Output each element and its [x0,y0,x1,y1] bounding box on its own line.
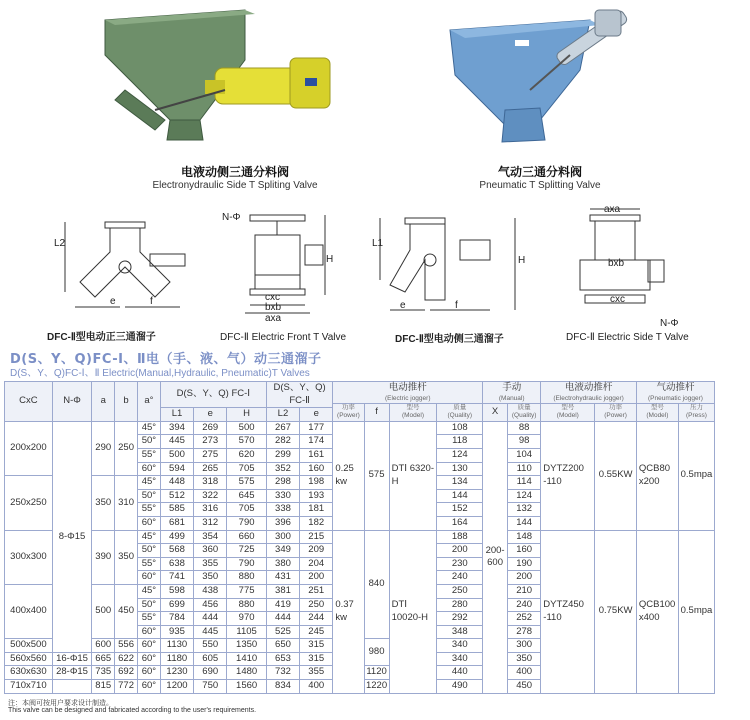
size-cell: 200x200 [5,421,53,475]
d4-nphi: N-Φ [660,318,679,329]
a-cell: 735 [92,666,115,680]
value-cell: 568 [160,544,193,558]
a-cell: 600 [92,639,115,653]
value-cell: 251 [300,584,333,598]
manual-quality-cell: 300 [508,639,541,653]
value-cell: 690 [194,666,227,680]
value-cell: 174 [300,435,333,449]
size-cell: 630x630 [5,666,53,680]
col-f: f [364,403,389,421]
a-cell: 350 [92,476,115,530]
value-cell: 160 [300,462,333,476]
value-cell: 396 [266,516,299,530]
value-cell: 315 [300,639,333,653]
value-cell: 60° [138,666,161,680]
d4-axa: axa [604,204,621,215]
a-cell: 390 [92,530,115,584]
col-pneumatic: 气动推杆 (Pneumatic jogger) [636,382,714,404]
value-cell: 50° [138,489,161,503]
value-cell: 312 [194,516,227,530]
manual-quality-cell: 240 [508,598,541,612]
value-cell: 1560 [227,680,266,694]
nphi-cell: 8-Φ15 [52,421,91,652]
value-cell: 880 [227,571,266,585]
col-manual: 手动 (Manual) [483,382,541,404]
quality-cell: 250 [437,584,483,598]
value-cell: 594 [160,462,193,476]
side-t-valve-side-drawing [370,210,530,325]
d2-H: H [326,254,334,265]
value-cell: 354 [194,530,227,544]
col-x: X [483,403,508,421]
b-cell: 692 [115,666,138,680]
manual-quality-cell: 124 [508,489,541,503]
value-cell: 181 [300,503,333,517]
value-cell: 512 [160,489,193,503]
power-cell: 0.25 kw [333,421,364,530]
quality-cell: 340 [437,639,483,653]
value-cell: 60° [138,571,161,585]
value-cell: 161 [300,448,333,462]
value-cell: 1480 [227,666,266,680]
pn-press-cell: 0.5mpa [678,530,714,693]
manual-quality-cell: 148 [508,530,541,544]
value-cell: 349 [266,544,299,558]
value-cell: 419 [266,598,299,612]
quality-cell: 280 [437,598,483,612]
value-cell: 638 [160,557,193,571]
col-hydraulic: 电液动推杆 (Electrohydraulic jogger) [541,382,637,404]
value-cell: 204 [300,557,333,571]
value-cell: 394 [160,421,193,435]
section-subtitle: D(S、Y、Q)FC-Ⅰ、Ⅱ Electric(Manual,Hydraulic, Pneumatic)T Valves [10,368,310,379]
model-cell: DTⅠ 6320-H [389,421,437,530]
right-caption-en: Pneumatic T Splitting Valve [479,180,601,191]
value-cell: 244 [300,612,333,626]
value-cell: 970 [227,612,266,626]
front-t-valve-front-drawing [235,205,335,325]
f-cell: 840 [364,530,389,639]
table-row [5,421,715,435]
size-cell: 710x710 [5,680,53,694]
value-cell: 500 [160,448,193,462]
quality-cell: 134 [437,476,483,490]
right-caption-cn: 气动三通分料阀 [497,165,582,179]
quality-cell: 490 [437,680,483,694]
d2-label: DFC-Ⅱ Electric Front T Valve [220,332,347,343]
quality-cell: 164 [437,516,483,530]
value-cell: 330 [266,489,299,503]
col-L2: L2 [266,408,299,422]
manual-quality-cell: 88 [508,421,541,435]
value-cell: 338 [266,503,299,517]
value-cell: 45° [138,421,161,435]
model-cell: DTⅠ 10020-H [389,530,437,693]
value-cell: 60° [138,639,161,653]
manual-quality-cell: 160 [508,544,541,558]
col-e2: e [300,408,333,422]
d2-nphi: N-Φ [222,212,241,223]
a-cell: 815 [92,680,115,694]
value-cell: 55° [138,503,161,517]
nphi-cell [52,680,91,694]
value-cell: 55° [138,612,161,626]
value-cell: 352 [266,462,299,476]
value-cell: 60° [138,652,161,666]
d3-e: e [400,300,406,311]
d1-f: f [150,296,153,307]
value-cell: 1180 [160,652,193,666]
col-hyd-model: 型号 (Model) [541,403,595,421]
value-cell: 215 [300,530,333,544]
hyd-model-cell: DYTZ450 -110 [541,530,595,693]
manual-quality-cell: 98 [508,435,541,449]
value-cell: 269 [194,421,227,435]
nphi-cell: 28-Φ15 [52,666,91,680]
size-cell: 400x400 [5,584,53,638]
value-cell: 575 [227,476,266,490]
col-quality: 质量 (Quality) [437,403,483,421]
value-cell: 182 [300,516,333,530]
value-cell: 935 [160,625,193,639]
b-cell: 622 [115,652,138,666]
hyd-power-cell: 0.55KW [595,421,637,530]
value-cell: 570 [227,435,266,449]
header-row-1 [5,382,715,404]
value-cell: 699 [160,598,193,612]
col-H: H [227,408,266,422]
manual-quality-cell: 132 [508,503,541,517]
value-cell: 198 [300,476,333,490]
nphi-cell: 16-Φ15 [52,652,91,666]
value-cell: 299 [266,448,299,462]
d4-cxc: cxc [610,294,625,305]
size-cell: 560x560 [5,652,53,666]
f-cell: 1220 [364,680,389,694]
quality-cell: 118 [437,435,483,449]
col-fc2: D(S、Y、Q) FC-Ⅱ [266,382,333,408]
left-caption-en: Electronydraulic Side T Spliting Valve [152,180,318,191]
d2-axa: axa [265,313,282,324]
value-cell: 400 [300,680,333,694]
value-cell: 60° [138,625,161,639]
col-fc1: D(S、Y、Q) FC-Ⅰ [160,382,266,408]
hyd-power-cell: 0.75KW [595,530,637,693]
value-cell: 60° [138,680,161,694]
value-cell: 1200 [160,680,193,694]
value-cell: 45° [138,476,161,490]
f-cell: 1120 [364,666,389,680]
manual-quality-cell: 144 [508,516,541,530]
b-cell: 250 [115,421,138,475]
value-cell: 784 [160,612,193,626]
quality-cell: 108 [437,421,483,435]
col-power: 功率 (Power) [333,403,364,421]
value-cell: 880 [227,598,266,612]
col-a: a [92,382,115,422]
quality-cell: 124 [437,448,483,462]
value-cell: 315 [300,652,333,666]
value-cell: 444 [194,612,227,626]
value-cell: 650 [266,639,299,653]
value-cell: 55° [138,557,161,571]
d2-bxb: bxb [265,302,282,313]
size-cell: 250x250 [5,476,53,530]
value-cell: 60° [138,516,161,530]
size-cell: 500x500 [5,639,53,653]
d4-bxb: bxb [608,258,625,269]
value-cell: 681 [160,516,193,530]
col-nphi: N-Φ [52,382,91,422]
manual-quality-cell: 114 [508,476,541,490]
a-cell: 665 [92,652,115,666]
footnote-en: This valve can be designed and fabricated according to the user's requirements. [8,707,257,714]
footnote-cn: 注：本阀可按用户要求设计制造。 [8,700,113,707]
value-cell: 50° [138,598,161,612]
value-cell: 282 [266,435,299,449]
quality-cell: 340 [437,652,483,666]
b-cell: 450 [115,584,138,638]
col-model: 型号 (Model) [389,403,437,421]
b-cell: 772 [115,680,138,694]
col-e1: e [194,408,227,422]
quality-cell: 188 [437,530,483,544]
quality-cell: 292 [437,612,483,626]
value-cell: 585 [160,503,193,517]
value-cell: 444 [266,612,299,626]
size-cell: 300x300 [5,530,53,584]
value-cell: 381 [266,584,299,598]
d2-cxc: cxc [265,292,280,303]
left-caption-cn: 电液动侧三通分料阀 [180,165,289,179]
value-cell: 705 [227,503,266,517]
d1-L2: L2 [54,238,66,249]
value-cell: 1130 [160,639,193,653]
value-cell: 45° [138,530,161,544]
spec-table [4,381,715,694]
value-cell: 750 [194,680,227,694]
value-cell: 725 [227,544,266,558]
value-cell: 55° [138,448,161,462]
value-cell: 298 [266,476,299,490]
manual-quality-cell: 450 [508,680,541,694]
value-cell: 660 [227,530,266,544]
value-cell: 431 [266,571,299,585]
value-cell: 273 [194,435,227,449]
manual-quality-cell: 104 [508,448,541,462]
table-row [5,530,715,544]
quality-cell: 130 [437,462,483,476]
value-cell: 177 [300,421,333,435]
b-cell: 350 [115,530,138,584]
quality-cell: 144 [437,489,483,503]
value-cell: 525 [266,625,299,639]
value-cell: 500 [227,421,266,435]
value-cell: 445 [160,435,193,449]
quality-cell: 240 [437,571,483,585]
value-cell: 605 [194,652,227,666]
a-cell: 500 [92,584,115,638]
value-cell: 355 [194,557,227,571]
value-cell: 50° [138,544,161,558]
value-cell: 732 [266,666,299,680]
manual-quality-cell: 110 [508,462,541,476]
value-cell: 209 [300,544,333,558]
hyd-model-cell: DYTZ200 -110 [541,421,595,530]
value-cell: 322 [194,489,227,503]
quality-cell: 200 [437,544,483,558]
value-cell: 318 [194,476,227,490]
value-cell: 445 [194,625,227,639]
front-t-valve-side-drawing [50,212,200,322]
value-cell: 834 [266,680,299,694]
value-cell: 550 [194,639,227,653]
value-cell: 60° [138,462,161,476]
manual-quality-cell: 210 [508,584,541,598]
value-cell: 448 [160,476,193,490]
manual-quality-cell: 252 [508,612,541,626]
value-cell: 620 [227,448,266,462]
value-cell: 355 [300,666,333,680]
pn-model-cell: QCB80 x200 [636,421,678,530]
value-cell: 350 [194,571,227,585]
a-cell: 290 [92,421,115,475]
d3-H: H [518,255,526,266]
pn-model-cell: QCB100 x400 [636,530,678,693]
value-cell: 50° [138,435,161,449]
quality-cell: 152 [437,503,483,517]
d3-L1: L1 [372,238,384,249]
value-cell: 790 [227,516,266,530]
d3-f: f [455,300,458,311]
value-cell: 250 [300,598,333,612]
f-cell: 575 [364,421,389,530]
value-cell: 790 [227,557,266,571]
value-cell: 499 [160,530,193,544]
value-cell: 275 [194,448,227,462]
value-cell: 645 [227,489,266,503]
pn-press-cell: 0.5mpa [678,421,714,530]
value-cell: 300 [266,530,299,544]
col-L1: L1 [160,408,193,422]
col-electric-jogger: 电动推杆 (Electric jogger) [333,382,483,404]
value-cell: 438 [194,584,227,598]
value-cell: 360 [194,544,227,558]
pneumatic-valve-photo [410,0,660,150]
value-cell: 741 [160,571,193,585]
col-manual-quality: 质量 (Quality) [508,403,541,421]
manual-quality-cell: 200 [508,571,541,585]
value-cell: 267 [266,421,299,435]
value-cell: 45° [138,584,161,598]
value-cell: 1410 [227,652,266,666]
manual-quality-cell: 350 [508,652,541,666]
electrohydraulic-valve-photo [95,0,355,150]
quality-cell: 348 [437,625,483,639]
d1-e: e [110,296,116,307]
manual-quality-cell: 400 [508,666,541,680]
value-cell: 775 [227,584,266,598]
value-cell: 598 [160,584,193,598]
col-cxc: CxC [5,382,53,422]
power-cell: 0.37 kw [333,530,364,693]
value-cell: 193 [300,489,333,503]
d3-label: DFC-Ⅱ型电动侧三通溜子 [395,334,504,345]
section-title: D(S、Y、Q)FC-Ⅰ、Ⅱ电（手、液、气）动三通溜子 [10,352,322,367]
value-cell: 653 [266,652,299,666]
col-deg: a° [138,382,161,422]
value-cell: 1105 [227,625,266,639]
col-b: b [115,382,138,422]
value-cell: 200 [300,571,333,585]
quality-cell: 440 [437,666,483,680]
manual-quality-cell: 278 [508,625,541,639]
manual-quality-cell: 190 [508,557,541,571]
col-pn-model: 型号 (Model) [636,403,678,421]
value-cell: 380 [266,557,299,571]
b-cell: 556 [115,639,138,653]
d4-label: DFC-Ⅱ Electric Side T Valve [566,332,689,343]
value-cell: 1350 [227,639,266,653]
b-cell: 310 [115,476,138,530]
value-cell: 265 [194,462,227,476]
col-hyd-power: 功率 (Power) [595,403,637,421]
value-cell: 1230 [160,666,193,680]
value-cell: 316 [194,503,227,517]
value-cell: 705 [227,462,266,476]
quality-cell: 230 [437,557,483,571]
value-cell: 456 [194,598,227,612]
f-cell: 980 [364,639,389,666]
col-pn-press: 压力 (Press) [678,403,714,421]
d1-label: DFC-Ⅱ型电动正三通溜子 [47,332,156,343]
x-cell: 200-600 [483,421,508,693]
value-cell: 245 [300,625,333,639]
